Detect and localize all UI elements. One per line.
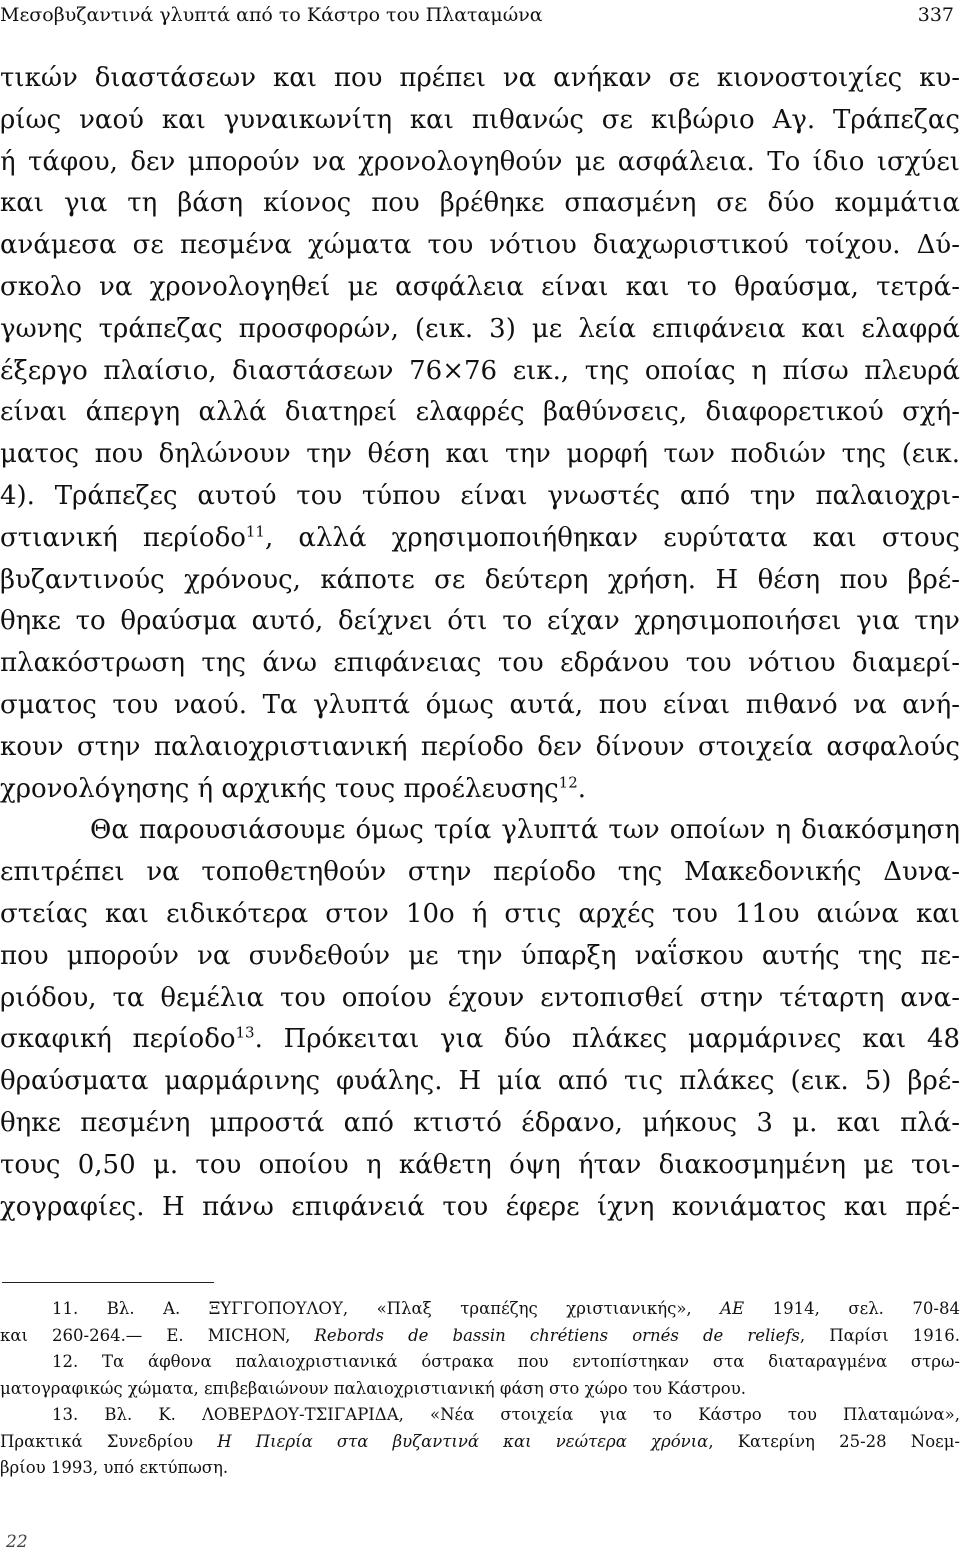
- body-line: πλακόστρωση της άνω επιφάνειας του εδράνου του νότιου διαμερί-: [0, 648, 960, 679]
- footnote-ref-11: 11: [245, 522, 265, 541]
- body-line: ή τάφου, δεν μπορούν να χρονολογηθούν με ασφάλεια. Το ίδιο ισχύει: [0, 146, 960, 177]
- footnote-separator: [2, 1282, 214, 1283]
- body-line: [0, 1019, 960, 1061]
- body-line: σματος του ναού. Τα γλυπτά όμως αυτά, που είναι πιθανό να ανή-: [0, 689, 960, 720]
- footnote-text: , Κατερίνη 25-28 Νοεμ-: [708, 1431, 960, 1451]
- body-line: θραύσματα μαρμάρινης φυάλης. Η μία από τις πλάκες (εικ. 5) βρέ-: [0, 1066, 960, 1097]
- footnote-text: και 260-264.— Ε. MICHON,: [0, 1325, 315, 1345]
- body-line: τικών διαστάσεων και που πρέπει να ανήκαν σε κιονοστοιχίες κυ-: [0, 63, 960, 93]
- footnote-ref-12: 12: [558, 772, 578, 791]
- footnote-text: 1914, σελ. 70-84: [744, 1299, 960, 1318]
- footnote-13-line: βρίου 1993, υπό εκτύπωση.: [0, 1458, 229, 1477]
- body-line: χογραφίες. Η πάνω επιφάνειά του έφερε ίχνη κονιάματος και πρέ-: [0, 1191, 960, 1222]
- body-line: θηκε το θραύσμα αυτό, δείχνει ότι το είχαν χρησιμοποιήσει για την: [0, 606, 960, 637]
- body-line: Θα παρουσιάσουμε όμως τρία γλυπτά των οποίων η διακόσμηση: [90, 815, 960, 846]
- body-line: ριόδου, τα θεμέλια του οποίου έχουν εντοπισθεί στην τέταρτη ανα-: [0, 982, 960, 1013]
- body-text: [0, 58, 960, 1228]
- body-text-run: . Πρόκειται για δύο πλάκες μαρμάρινες και 48: [254, 1024, 960, 1055]
- footnote-13-line: [0, 1429, 960, 1456]
- footnote-book-title: Η Πιερία στα βυζαντινά και νεώτερα χρόνια: [217, 1431, 709, 1451]
- body-line: και για τη βάση κίονος που βρέθηκε σπασμένη σε δύο κομμάτια: [0, 188, 960, 219]
- body-line: είναι άπεργη αλλά διατηρεί ελαφρές βαθύνσεις, διαφορετικού σχή-: [0, 397, 960, 428]
- footnote-book-title: Rebords de bassin chrétiens ornés de reliefs: [314, 1325, 800, 1345]
- body-line: που μπορούν να συνδεθούν με την ύπαρξη ναΐσκου αυτής της πε-: [0, 940, 960, 971]
- running-head-title: Μεσοβυζαντινά γλυπτά από το Κάστρο του Πλαταμώνα: [0, 4, 543, 26]
- body-line: κουν στην παλαιοχριστιανική περίοδο δεν δίνουν στοιχεία ασφαλούς: [0, 731, 960, 762]
- folio-mark: 22: [6, 1532, 28, 1552]
- footnote-11-line: [0, 1296, 960, 1323]
- body-line: σκολο να χρονολογηθεί με ασφάλεια είναι και το θραύσμα, τετρά-: [0, 271, 960, 302]
- body-text-run: , αλλά χρησιμοποιήθηκαν ευρύτατα και στους: [264, 522, 960, 553]
- body-line: 4). Τράπεζες αυτού του τύπου είναι γνωστές από την παλαιοχρι-: [0, 480, 960, 511]
- footnote-11-line: [0, 1323, 960, 1350]
- footnote-ref-13: 13: [235, 1023, 255, 1042]
- body-line: θηκε πεσμένη μπροστά από κτιστό έδρανο, μήκους 3 μ. και πλά-: [0, 1107, 960, 1138]
- footnote-13-line: 13. Βλ. Κ. ΛΟΒΕΡΔΟΥ-ΤΣΙΓΑΡΙΔΑ, «Νέα στοιχεία για το Κάστρο του Πλαταμώνα»,: [52, 1405, 960, 1424]
- body-line: γωνης τράπεζας προσφορών, (εικ. 3) με λεία επιφάνεια και ελαφρά: [0, 313, 960, 344]
- body-line: επιτρέπει να τοποθετηθούν στην περίοδο της Μακεδονικής Δυνα-: [0, 857, 960, 888]
- body-line: ανάμεσα σε πεσμένα χώματα του νότιου διαχωριστικού τοίχου. Δύ-: [0, 230, 960, 261]
- body-text-run: στιανική περίοδο: [0, 522, 246, 553]
- body-text-run: .: [577, 773, 587, 804]
- page-number: 337: [917, 4, 954, 26]
- body-line: έξεργο πλαίσιο, διαστάσεων 76×76 εικ., της οποίας η πίσω πλευρά: [0, 355, 960, 386]
- footnote-12-line: ματογραφικώς χώματα, επιβεβαιώνουν παλαιοχριστιανική φάση στο χώρο του Κάστρου.: [0, 1378, 747, 1398]
- body-line: [0, 769, 960, 811]
- footnote-text: Πρακτικά Συνεδρίου: [0, 1431, 218, 1451]
- footnote-text: 11. Βλ. Α. ΞΥΓΓΟΠΟΥΛΟΥ, «Πλαξ τραπέζης χριστιανικής»,: [52, 1299, 721, 1318]
- footnote-12-line: 12. Τα άφθονα παλαιοχριστιανικά όστρακα που εντοπίστηκαν στα διαταραγμένα στρω-: [52, 1352, 960, 1371]
- footnote-journal: ΑΕ: [720, 1299, 745, 1318]
- body-text-run: σκαφική περίοδο: [0, 1024, 236, 1055]
- body-line: στείας και ειδικότερα στον 10ο ή στις αρχές του 11ου αιώνα και: [0, 898, 960, 929]
- body-line: [0, 518, 960, 560]
- body-line: τους 0,50 μ. του οποίου η κάθετη όψη ήταν διακοσμημένη με τοι-: [0, 1149, 960, 1180]
- body-line: ματος που δηλώνουν την θέση και την μορφή των ποδιών της (εικ.: [0, 439, 960, 470]
- body-text-run: χρονολόγησης ή αρχικής τους προέλευσης: [0, 773, 559, 804]
- body-line: ρίως ναού και γυναικωνίτη και πιθανώς σε κιβώριο Αγ. Τράπεζας: [0, 104, 960, 135]
- body-line: βυζαντινούς χρόνους, κάποτε σε δεύτερη χρήση. Η θέση που βρέ-: [0, 564, 960, 595]
- footnote-text: , Παρίσι 1916.: [799, 1325, 960, 1345]
- footnotes: [0, 1296, 960, 1482]
